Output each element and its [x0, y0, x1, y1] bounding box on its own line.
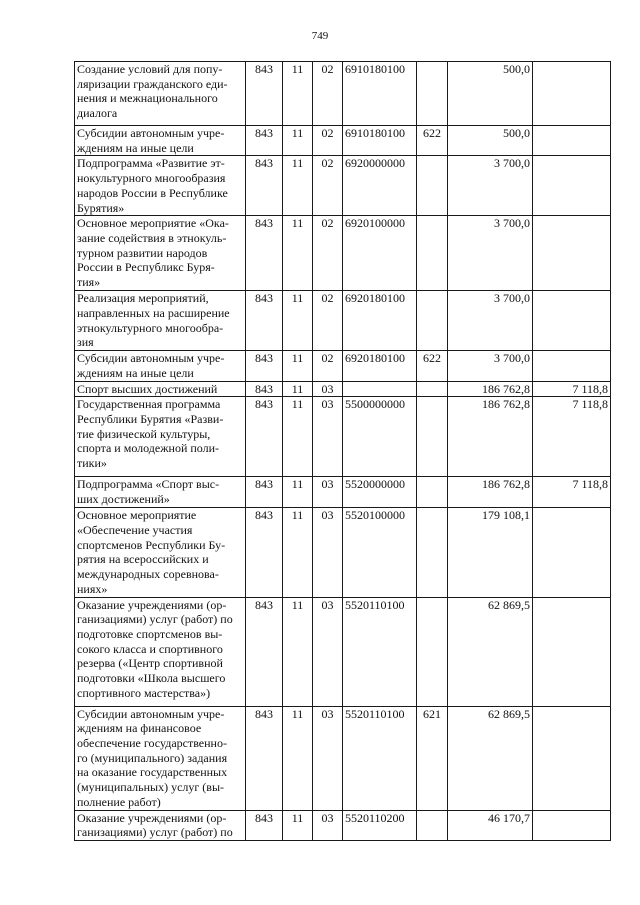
amount-value: 62 869,5 — [448, 706, 533, 810]
amount-value: 3 700,0 — [448, 351, 533, 381]
expense-type-code — [417, 381, 448, 397]
subsection-code: 03 — [313, 597, 343, 706]
extra-amount-value — [533, 810, 611, 840]
table-row — [75, 156, 611, 216]
extra-amount-value — [533, 706, 611, 810]
amount-value: 179 108,1 — [448, 508, 533, 597]
subsection-code: 02 — [313, 291, 343, 351]
row-name: Спорт высших достижений — [75, 381, 246, 397]
budget-table — [74, 61, 611, 841]
table-row — [75, 597, 611, 706]
target-code: 6910180100 — [343, 126, 417, 156]
subsection-code: 02 — [313, 351, 343, 381]
section-code: 11 — [283, 156, 313, 216]
table-row — [75, 706, 611, 810]
expense-type-code — [417, 156, 448, 216]
target-code: 6920180100 — [343, 351, 417, 381]
table-row — [75, 62, 611, 126]
amount-value: 3 700,0 — [448, 291, 533, 351]
target-code: 6920000000 — [343, 156, 417, 216]
target-code: 5500000000 — [343, 397, 417, 477]
table-row — [75, 477, 611, 508]
expense-type-code — [417, 810, 448, 840]
page-number: 749 — [311, 30, 329, 42]
section-code: 11 — [283, 216, 313, 291]
extra-amount-value: 7 118,8 — [533, 397, 611, 477]
subsection-code: 03 — [313, 397, 343, 477]
row-name: Субсидии автономным учре- ждениям на финансовое обеспечение государственно- го (муниципального) задания на оказание государственных (муниципальных) услуг (вы- полнение работ) — [75, 706, 246, 810]
target-code — [343, 381, 417, 397]
row-name: Государственная программа Республики Бурятия «Разви- тие физической культуры, спорта и молодежной поли- тики» — [75, 397, 246, 477]
amount-value: 186 762,8 — [448, 381, 533, 397]
subsection-code: 02 — [313, 156, 343, 216]
expense-type-code: 622 — [417, 351, 448, 381]
row-name: Субсидии автономным учре- ждениям на иные цели — [75, 126, 246, 156]
expense-type-code: 621 — [417, 706, 448, 810]
row-name: Создание условий для попу- ляризации гражданского еди- нения и межнационального диалога — [75, 62, 246, 126]
amount-value: 186 762,8 — [448, 397, 533, 477]
row-name: Подпрограмма «Развитие эт- нокультурного многообразия народов России в Республике Бурятия» — [75, 156, 246, 216]
ministry-code: 843 — [246, 291, 283, 351]
ministry-code: 843 — [246, 706, 283, 810]
expense-type-code — [417, 291, 448, 351]
table-row — [75, 810, 611, 840]
table-row — [75, 351, 611, 381]
subsection-code: 03 — [313, 381, 343, 397]
section-code: 11 — [283, 810, 313, 840]
table-row — [75, 126, 611, 156]
section-code: 11 — [283, 62, 313, 126]
subsection-code: 02 — [313, 126, 343, 156]
amount-value: 186 762,8 — [448, 477, 533, 508]
ministry-code: 843 — [246, 216, 283, 291]
amount-value: 500,0 — [448, 62, 533, 126]
expense-type-code — [417, 597, 448, 706]
subsection-code: 03 — [313, 477, 343, 508]
ministry-code: 843 — [246, 397, 283, 477]
table-row — [75, 291, 611, 351]
amount-value: 62 869,5 — [448, 597, 533, 706]
ministry-code: 843 — [246, 810, 283, 840]
subsection-code: 03 — [313, 810, 343, 840]
target-code: 5520110100 — [343, 597, 417, 706]
row-name: Субсидии автономным учре- ждениям на иные цели — [75, 351, 246, 381]
target-code: 6920100000 — [343, 216, 417, 291]
target-code: 5520110100 — [343, 706, 417, 810]
expense-type-code — [417, 477, 448, 508]
target-code: 5520100000 — [343, 508, 417, 597]
extra-amount-value — [533, 351, 611, 381]
row-name: Реализация мероприятий, направленных на расширение этнокультурного многообра- зия — [75, 291, 246, 351]
expense-type-code — [417, 216, 448, 291]
amount-value: 46 170,7 — [448, 810, 533, 840]
row-name: Основное мероприятие «Обеспечение участия спортсменов Республики Бу- рятия на всероссийских и международных соревнова- ниях» — [75, 508, 246, 597]
expense-type-code — [417, 397, 448, 477]
extra-amount-value — [533, 216, 611, 291]
extra-amount-value — [533, 508, 611, 597]
row-name: Оказание учреждениями (ор- ганизациями) услуг (работ) по подготовке спортсменов вы- сокого класса и спортивного резерва («Центр спортивной подготовки «Школа высшего спортивного мастерства») — [75, 597, 246, 706]
section-code: 11 — [283, 381, 313, 397]
row-name: Основное мероприятие «Ока- зание содействия в этнокуль- турном развитии народов России в Республикс Буря- тия» — [75, 216, 246, 291]
extra-amount-value: 7 118,8 — [533, 381, 611, 397]
section-code: 11 — [283, 597, 313, 706]
table-row — [75, 397, 611, 477]
section-code: 11 — [283, 477, 313, 508]
section-code: 11 — [283, 351, 313, 381]
extra-amount-value — [533, 156, 611, 216]
ministry-code: 843 — [246, 62, 283, 126]
extra-amount-value: 7 118,8 — [533, 477, 611, 508]
table-body — [75, 62, 611, 841]
section-code: 11 — [283, 126, 313, 156]
subsection-code: 02 — [313, 216, 343, 291]
table-row — [75, 216, 611, 291]
target-code: 6920180100 — [343, 291, 417, 351]
extra-amount-value — [533, 62, 611, 126]
table-row — [75, 508, 611, 597]
ministry-code: 843 — [246, 597, 283, 706]
expense-type-code — [417, 62, 448, 126]
row-name: Оказание учреждениями (ор- ганизациями) услуг (работ) по — [75, 810, 246, 840]
ministry-code: 843 — [246, 156, 283, 216]
amount-value: 3 700,0 — [448, 216, 533, 291]
extra-amount-value — [533, 291, 611, 351]
extra-amount-value — [533, 126, 611, 156]
amount-value: 3 700,0 — [448, 156, 533, 216]
row-name: Подпрограмма «Спорт выс- ших достижений» — [75, 477, 246, 508]
target-code: 5520110200 — [343, 810, 417, 840]
section-code: 11 — [283, 397, 313, 477]
subsection-code: 02 — [313, 62, 343, 126]
ministry-code: 843 — [246, 381, 283, 397]
expense-type-code — [417, 508, 448, 597]
ministry-code: 843 — [246, 126, 283, 156]
ministry-code: 843 — [246, 477, 283, 508]
target-code: 5520000000 — [343, 477, 417, 508]
expense-type-code: 622 — [417, 126, 448, 156]
ministry-code: 843 — [246, 508, 283, 597]
section-code: 11 — [283, 508, 313, 597]
subsection-code: 03 — [313, 508, 343, 597]
section-code: 11 — [283, 291, 313, 351]
amount-value: 500,0 — [448, 126, 533, 156]
section-code: 11 — [283, 706, 313, 810]
subsection-code: 03 — [313, 706, 343, 810]
ministry-code: 843 — [246, 351, 283, 381]
extra-amount-value — [533, 597, 611, 706]
target-code: 6910180100 — [343, 62, 417, 126]
table-row — [75, 381, 611, 397]
